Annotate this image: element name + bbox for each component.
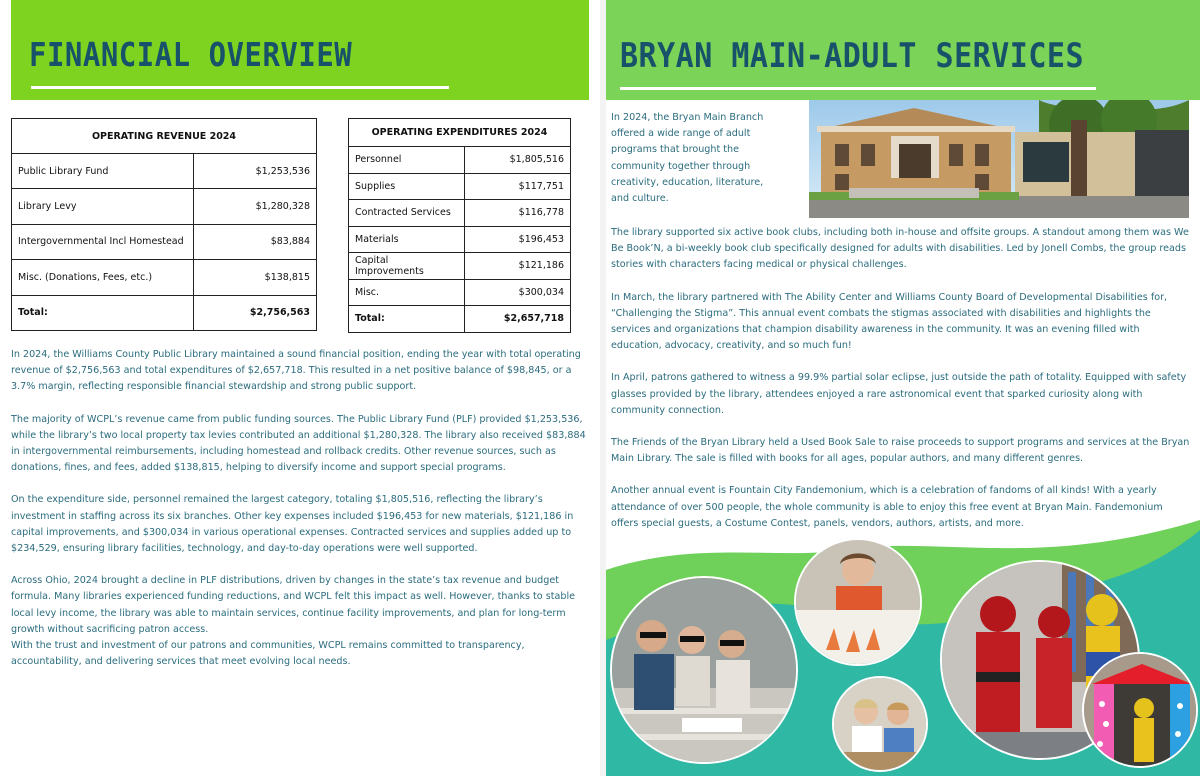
page-title: FINANCIAL OVERVIEW xyxy=(29,36,353,75)
total-label: Total: xyxy=(349,306,465,333)
paragraph: In March, the library partnered with The Ability Center and Williams County Board of Developmental Disabilities for, “Challenging the Stigma”. This annual event combats the stigmas associated with disabilities and highlights the services and organizations that champion disability awareness in the community. It was an evening filled with education, advocacy, creativity, and so much fun! xyxy=(611,291,1168,352)
row-label: Materials xyxy=(349,226,465,253)
table-row xyxy=(12,154,317,189)
header-underline xyxy=(620,87,1096,90)
photo-collage xyxy=(606,520,1200,776)
table-row xyxy=(349,253,571,280)
paragraph: On the expenditure side, personnel remained the largest category, totaling $1,805,516, reflecting the library’s investment in staffing across its six branches. Other key expenses included $196,453 for new materials, $121,186 in capital improvements, and $300,034 in various operational expenses. Contracted services and supplies added up to $234,529, ensuring library facilities, technology, and day-to-day operations were well supported. xyxy=(11,494,574,555)
adult-services-page xyxy=(606,0,1200,776)
table-row xyxy=(349,279,571,306)
paragraph: The majority of WCPL’s revenue came from public funding sources. The Public Library Fund (PLF) provided $1,253,536, while the library’s two local property tax levies contributed an additional $1,280,328. The library also received $83,884 in intergovernmental reimbursements, including homestead and rollback credits. Other revenue sources, such as donations, fines, and fees, added $138,815, helping to diversify income and support special programs. xyxy=(11,413,586,474)
row-label: Capital Improvements xyxy=(349,253,465,280)
financial-narrative xyxy=(11,347,591,686)
table-row xyxy=(349,200,571,227)
table-row xyxy=(349,226,571,253)
row-label: Personnel xyxy=(349,147,465,174)
adult-services-narrative xyxy=(611,225,1193,548)
header-underline xyxy=(31,86,449,89)
library-building-photo xyxy=(809,100,1189,218)
paragraph: In 2024, the Williams County Public Library maintained a sound financial position, ending the year with total operating revenue of $2,756,563 and total expenditures of $2,657,718. This resulted in a net positive balance of $98,845, or a 3.7% margin, reflecting responsible financial stewardship and strong public support. xyxy=(11,349,581,393)
row-label: Library Levy xyxy=(12,189,194,224)
row-amount: $196,453 xyxy=(465,226,571,253)
total-amount: $2,756,563 xyxy=(194,295,317,330)
art-program-photo xyxy=(794,538,922,666)
paragraph: Across Ohio, 2024 brought a decline in PLF distributions, driven by changes in the state’s tax revenue and budget formula. Many libraries experienced funding reductions, and WCPL felt this impact as well. However, thanks to stable local levy income, the library was able to maintain services, continue facility improvements, and plan for long-term growth without sacrificing patron access. xyxy=(11,575,576,635)
row-label: Misc. xyxy=(349,279,465,306)
table-row xyxy=(349,147,571,174)
row-amount: $1,280,328 xyxy=(194,189,317,224)
row-amount: $300,034 xyxy=(465,279,571,306)
table-header: OPERATING EXPENDITURES 2024 xyxy=(349,119,571,147)
row-label: Misc. (Donations, Fees, etc.) xyxy=(12,260,194,295)
row-amount: $1,253,536 xyxy=(194,154,317,189)
total-row xyxy=(349,306,571,333)
table-row xyxy=(12,224,317,259)
page-title: BRYAN MAIN-ADULT SERVICES xyxy=(620,37,1085,77)
paragraph: In April, patrons gathered to witness a 99.9% partial solar eclipse, just outside the path of totality. Equipped with safety glasses provided by the library, attendees enjoyed a rare astronomical event that sparked curiosity along with community connection. xyxy=(611,372,1187,416)
row-label: Supplies xyxy=(349,173,465,200)
operating-revenue-table xyxy=(11,118,317,331)
adult-services-header xyxy=(606,0,1200,100)
table-row xyxy=(12,189,317,224)
operating-expenditures-table xyxy=(348,118,571,333)
row-label: Contracted Services xyxy=(349,200,465,227)
volunteers-photo xyxy=(832,676,928,772)
row-amount: $117,751 xyxy=(465,173,571,200)
table-row xyxy=(12,260,317,295)
total-label: Total: xyxy=(12,295,194,330)
row-amount: $116,778 xyxy=(465,200,571,227)
row-amount: $1,805,516 xyxy=(465,147,571,174)
row-amount: $83,884 xyxy=(194,224,317,259)
row-amount: $138,815 xyxy=(194,260,317,295)
table-row xyxy=(349,173,571,200)
row-amount: $121,186 xyxy=(465,253,571,280)
total-amount: $2,657,718 xyxy=(465,306,571,333)
total-row xyxy=(12,295,317,330)
paragraph: Another annual event is Fountain City Fandemonium, which is a celebration of fandoms of all kinds! With a yearly attendance of over 500 people, the whole community is able to enjoy this free event at Bryan Main. Fandemonium offers special guests, a Costume Contest, panels, vendors, authors, artists, and more. xyxy=(611,485,1163,529)
financial-overview-header xyxy=(11,0,589,100)
paragraph: The library supported six active book clubs, including both in-house and offsite groups. A standout among them was We Be Book’N, a bi-weekly book club specifically designed for adults with disabilities. Led by Jonell Combs, the group reads stories with characters facing medical or physical challenges. xyxy=(611,227,1189,271)
paragraph: With the trust and investment of our patrons and communities, WCPL remains committed to transparency, accountability, and delivering services that meet evolving local needs. xyxy=(11,640,525,668)
table-header: OPERATING REVENUE 2024 xyxy=(12,119,317,154)
costume-booth-photo xyxy=(1082,652,1198,768)
eclipse-viewers-photo xyxy=(610,576,798,764)
row-label: Public Library Fund xyxy=(12,154,194,189)
row-label: Intergovernmental Incl Homestead xyxy=(12,224,194,259)
paragraph: The Friends of the Bryan Library held a Used Book Sale to raise proceeds to support programs and services at the Bryan Main Library. The sale is filled with books for all ages, popular authors, and many different genres. xyxy=(611,437,1190,465)
intro-text: In 2024, the Bryan Main Branch offered a wide range of adult programs that brought the community together through creativity, education, literature, and culture. xyxy=(611,112,764,205)
